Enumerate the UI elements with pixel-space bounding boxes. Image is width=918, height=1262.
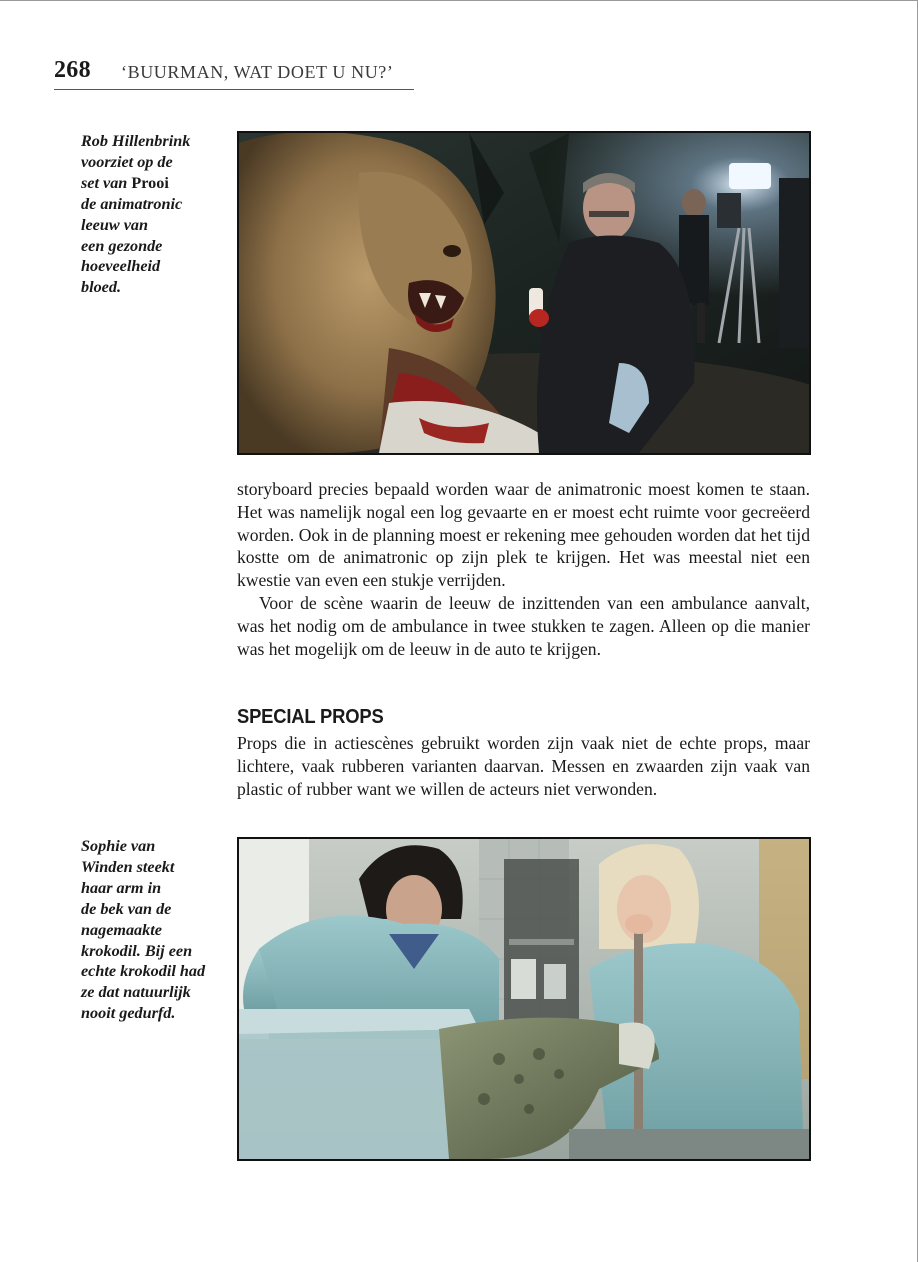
page-edge [0, 0, 918, 1]
running-head [54, 57, 414, 90]
paragraph: Voor de scène waarin de leeuw de inzittenden van een ambulance aanvalt, was het nodig om de ambulance in twee stukken te zagen. Alleen op die manier was het mogelijk om de leeuw in de auto te krijgen. [237, 592, 810, 659]
body-text [237, 732, 810, 800]
body-text [237, 478, 810, 660]
caption-text: de animatronic leeuw van een gezonde hoeveelheid bloed. [81, 194, 183, 297]
page-number: 268 [54, 57, 91, 83]
paragraph: storyboard precies bepaald worden waar de animatronic moest komen te staan. Het was namelijk nogal een log gevaarte en er moest echt ruimte voor gecreëerd worden. Ook in de planning moest er rekening mee gehouden worden dat het tijd kostte om de animatronic op zijn plek te krijgen. Het was meestal niet een kwestie van even een stukje verrijden. [237, 479, 810, 591]
chapter-title: ‘BUURMAN, WAT DOET U NU?’ [121, 62, 394, 82]
caption-text: Rob Hillenbrink voorziet op de set van [81, 132, 191, 192]
figure-caption [81, 131, 231, 298]
crocodile-set-photo [237, 837, 811, 1161]
header-rule [54, 89, 414, 90]
film-title: Prooi [131, 173, 169, 192]
figure-caption: Sophie van Winden steekt haar arm in de bek van de nagemaakte krokodil. Bij een echte krokodil had ze dat natuurlijk nooit gedurfd. [81, 837, 206, 1023]
paragraph: Props die in actiescènes gebruikt worden zijn vaak niet de echte props, maar lichtere, vaak rubberen varianten daarvan. Messen en zwaarden zijn vaak van plastic of rubber want we willen de acteurs niet verwonden. [237, 733, 810, 799]
section-heading: SPECIAL PROPS [237, 706, 384, 728]
lion-set-photo [237, 131, 811, 455]
